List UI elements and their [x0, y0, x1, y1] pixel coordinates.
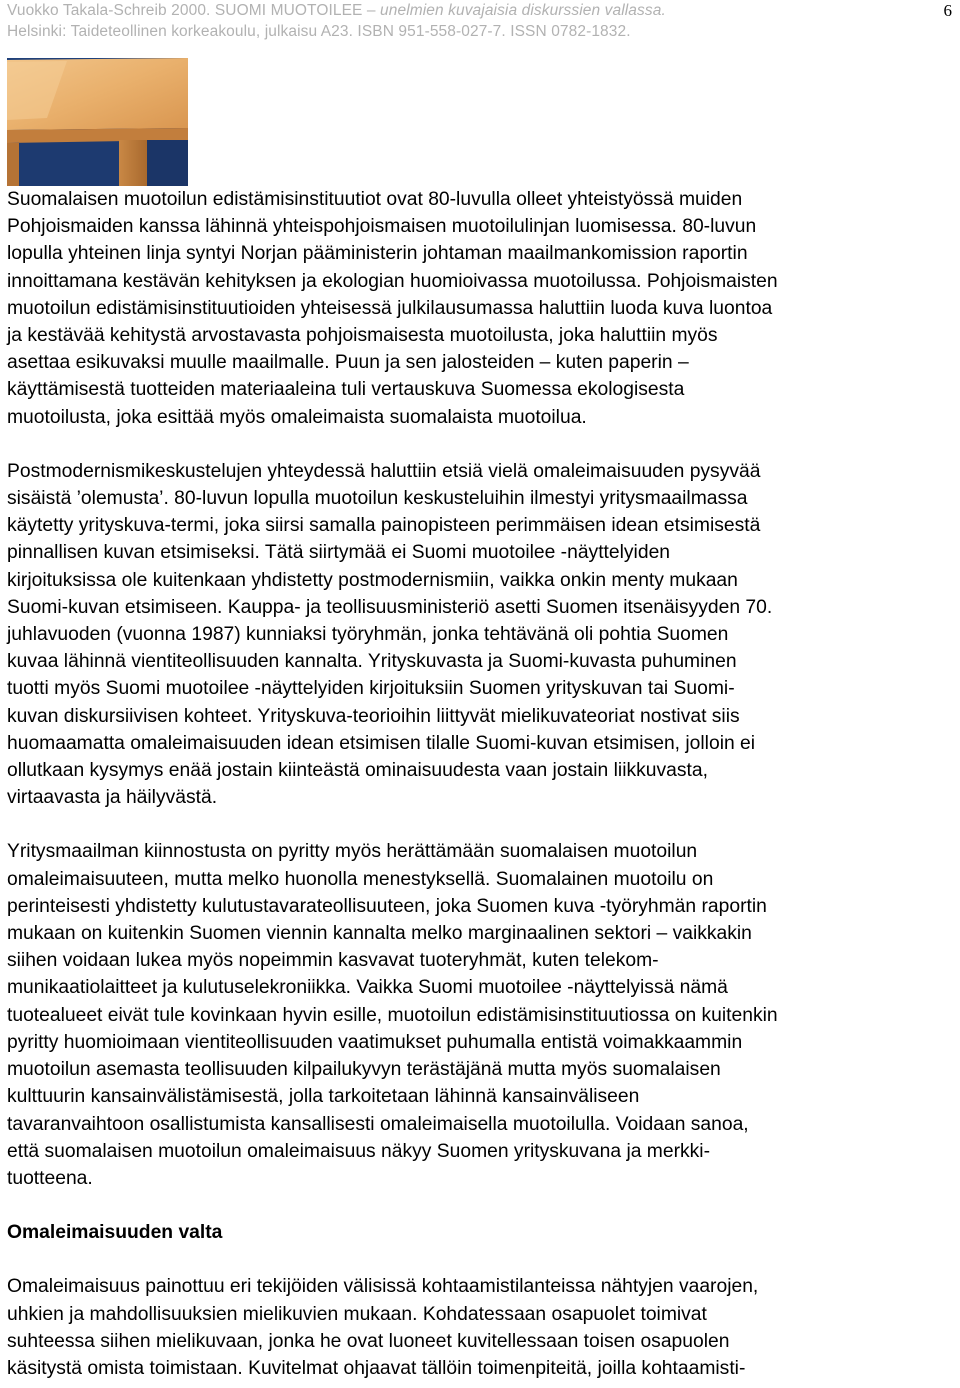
text-line: että suomalaisen muotoilun omaleimaisuus näkyy Suomen yrityskuvana ja merkki- — [7, 1140, 711, 1162]
text-line: kuvan diskursiivisen kohteet. Yrityskuva-teorioihin liittyvät mielikuvateoriat nostivat siis — [7, 705, 740, 727]
text-line: pinnallisen kuvan etsimiseksi. Tätä siirtymää ei Suomi muotoilee -näyttelyiden — [7, 542, 671, 564]
text-line: käsitystä omista toimistaan. Kuvitelmat ohjaavat tällöin toimenpiteitä, joilla kohtaamisti- — [7, 1357, 746, 1379]
header-citation-line-2: Helsinki: Taideteollinen korkeakoulu, julkaisu A23. ISBN 951-558-027-7. ISSN 0782-1832. — [7, 23, 631, 40]
text-line: uhkien ja mahdollisuuksien mielikuvien mukaan. Kohdatessaan osapuolet toimivat — [7, 1303, 707, 1325]
text-line: tuotealueet eivät tule kovinkaan hyvin esille, muotoilun edistämisinstituutiossa on kuitenkin — [7, 1004, 778, 1026]
paragraph-1 — [7, 186, 957, 431]
text-line: juhlavuoden (vuonna 1987) kunniaksi työryhmän, jonka tehtävänä oli pohtia Suomen — [7, 624, 729, 646]
text-line: ja kestävää kehitystä arvostavasta pohjoismaisesta muotoilusta, joka haluttiin myös — [7, 325, 718, 347]
text-line: tavaranvaihtoon osallistumista kansallisesti omaleimaisella muotoilulla. Voidaan sanoa, — [7, 1113, 749, 1135]
text-line: ollutkaan kysymys enää jostain kiinteästä ominaisuudesta vaan jostain liikkuvasta, — [7, 760, 708, 782]
wooden-chair-photo — [7, 58, 188, 186]
text-line: huomaamatta omaleimaisuuden idean etsimisen tilalle Suomi-kuvan etsimisen, jolloin ei — [7, 732, 756, 754]
header-citation-line-1 — [7, 0, 907, 21]
text-line: kuvaa lähinnä vientiteollisuuden kannalta. Yrityskuvasta ja Suomi-kuvasta puhuminen — [7, 651, 737, 673]
section-paragraph — [7, 1273, 957, 1382]
text-line: Yritysmaailman kiinnostusta on pyritty myös herättämään suomalaisen muotoilun — [7, 841, 698, 863]
section-heading: Omaleimaisuuden valta — [7, 1222, 223, 1244]
text-line: tuotti myös Suomi muotoilee -näyttelyiden kirjoituksiin Suomen yrityskuvan tai Suomi- — [7, 678, 735, 700]
text-line: munikaatiolaitteet ja kulutuselekroniikka. Vaikka Suomi muotoilee -näyttelyissä nämä — [7, 977, 728, 999]
text-line: Pohjoismaiden kanssa lähinnä yhteispohjoismaisen muotoilulinjan luomisessa. 80-luvun — [7, 216, 757, 238]
paragraph-3 — [7, 838, 957, 1192]
text-line: innoittamana kestävän kehityksen ja ekologian huomioivassa muotoilussa. Pohjoismaisten — [7, 270, 778, 292]
text-line: lopulla yhteinen linja syntyi Norjan pääministerin johtaman maailmankomission raportin — [7, 243, 748, 265]
running-header — [7, 0, 907, 42]
text-line: käytetty yrityskuva-termi, joka siirsi samalla painopisteen perimmäisen idean etsimisestä — [7, 515, 761, 537]
text-line: käyttämisestä tuotteiden materiaaleina tuli vertauskuva Suomessa ekologisesta — [7, 379, 685, 401]
text-line: kirjoituksissa ole kuitenkaan yhdistetty postmodernismiin, vaikka onkin menty mukaan — [7, 569, 738, 591]
text-line: perinteisesti yhdistetty kulutustavarateollisuuteen, joka Suomen kuva -työryhmän raportin — [7, 895, 767, 917]
header-author-title: Vuokko Takala-Schreib 2000. SUOMI MUOTOILEE – — [7, 2, 381, 19]
text-line: kulttuurin kansainvälistämisestä, jolla tarkoitetaan lähinnä kansainväliseen — [7, 1086, 640, 1108]
header-subtitle: unelmien kuvajaisia diskurssien vallassa. — [380, 2, 666, 19]
document-body — [7, 186, 957, 1382]
text-line: muotoilun asemasta teollisuuden kilpailukyvyn terästäjänä mutta myös suomalaisen — [7, 1059, 721, 1081]
text-line: Omaleimaisuus painottuu eri tekijöiden välisissä kohtaamistilanteissa nähtyjen vaarojen, — [7, 1276, 759, 1298]
text-line: Suomalaisen muotoilun edistämisinstituutiot ovat 80-luvulla olleet yhteistyössä muiden — [7, 189, 743, 210]
paragraph-2 — [7, 458, 957, 812]
text-line: asettaa esikuvaksi muulle maailmalle. Puun ja sen jalosteiden – kuten paperin – — [7, 352, 689, 374]
text-line: siihen voidaan lukea myös nopeimmin kasvavat tuoteryhmät, kuten telekom- — [7, 950, 659, 972]
page-number: 6 — [943, 1, 952, 20]
text-line: virtaavasta ja häilyvästä. — [7, 787, 218, 809]
text-line: pyritty huomioimaan vientiteollisuuden vaatimukset puhumalla entistä voimakkaammin — [7, 1031, 743, 1053]
text-line: muotoilun edistämisinstituutioiden yhteisessä julkilausumassa haluttiin luoda kuva luontoa — [7, 297, 773, 319]
text-line: Suomi-kuvan etsimiseen. Kauppa- ja teollisuusministeriö asetti Suomen itsenäisyyden 70. — [7, 596, 773, 618]
text-line: mukaan on kuitenkin Suomen viennin kannalta melko marginaalinen sektori – vaikkakin — [7, 923, 752, 945]
text-line: suhteessa siihen mielikuvaan, jonka he ovat luoneet kuvitellessaan toisen osapuolen — [7, 1330, 730, 1352]
text-line: sisäistä ’olemusta’. 80-luvun lopulla muotoilun keskusteluihin ilmestyi yritysmaailmassa — [7, 488, 748, 510]
text-line: omaleimaisuuteen, mutta melko huonolla menestyksellä. Suomalainen muotoilu on — [7, 868, 714, 890]
text-line: muotoilusta, joka esittää myös omaleimaista suomalaista muotoilua. — [7, 406, 587, 428]
text-line: Postmodernismikeskustelujen yhteydessä haluttiin etsiä vielä omaleimaisuuden pysyvää — [7, 460, 761, 482]
text-line: tuotteena. — [7, 1167, 93, 1189]
